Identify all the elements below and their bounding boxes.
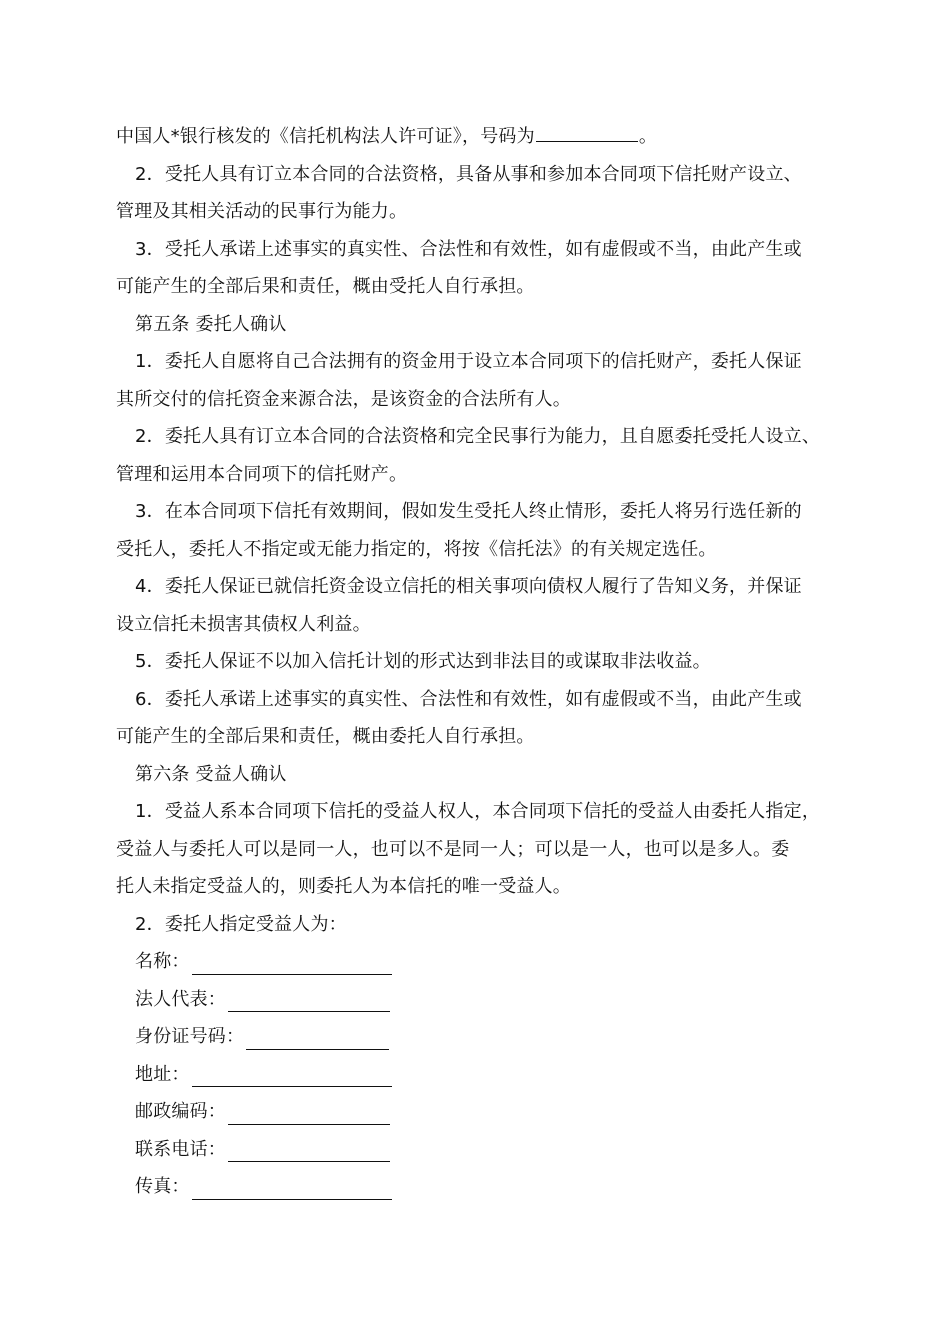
field-fax: [116, 1168, 856, 1206]
text-line-3: 管理及其相关活动的民事行为能力。: [116, 201, 408, 222]
field-id-number-blank[interactable]: [246, 1027, 389, 1050]
field-phone-blank[interactable]: [228, 1139, 390, 1162]
field-address-blank[interactable]: [192, 1064, 392, 1087]
text-line-8: 其所交付的信托资金来源合法，是该资金的合法所有人。: [116, 388, 571, 410]
license-text: 中国人*银行核发的《信托机构法人许可证》，号码为: [116, 126, 535, 147]
section-heading-5: 第五条 委托人确认: [135, 313, 287, 335]
field-postcode-blank[interactable]: [228, 1102, 390, 1125]
field-fax-blank[interactable]: [192, 1177, 392, 1200]
text-line-10: 管理和运用本合同项下的信托财产。: [116, 463, 408, 485]
field-legal-rep: [116, 981, 856, 1019]
text-line-9: 2．委托人具有订立本合同的合法资格和完全民事行为能力，且自愿委托受托人设立、: [135, 426, 821, 447]
text-line-17: 可能产生的全部后果和责任，概由委托人自行承担。: [116, 726, 535, 747]
field-name-blank[interactable]: [192, 952, 392, 975]
field-id-number: [116, 1018, 856, 1056]
license-number-blank: [536, 123, 638, 142]
document-body: [116, 118, 856, 1206]
field-address: [116, 1056, 856, 1094]
field-phone: [116, 1131, 856, 1169]
text-line-4: 3．受托人承诺上述事实的真实性、合法性和有效性，如有虚假或不当，由此产生或: [135, 238, 802, 260]
field-legal-rep-blank[interactable]: [228, 989, 390, 1012]
field-address-label: 地址：: [135, 1063, 190, 1085]
text-line-2: 2．受托人具有订立本合同的合法资格，具备从事和参加本合同项下信托财产设立、: [135, 163, 802, 185]
text-line-12: 受托人，委托人不指定或无能力指定的，将按《信托法》的有关规定选任。: [116, 538, 717, 560]
license-text-end: 。: [638, 126, 658, 147]
field-fax-label: 传真：: [135, 1176, 190, 1197]
text-line-13: 4．委托人保证已就信托资金设立信托的相关事项向债权人履行了告知义务，并保证: [135, 576, 802, 597]
field-legal-rep-label: 法人代表：: [135, 988, 226, 1010]
text-line-22: 2．委托人指定受益人为：: [135, 913, 347, 935]
field-name: [116, 943, 856, 981]
section-heading-6: 第六条 受益人确认: [135, 763, 287, 785]
field-phone-label: 联系电话：: [135, 1138, 226, 1160]
text-line-11: 3．在本合同项下信托有效期间，假如发生受托人终止情形，委托人将另行选任新的: [135, 501, 802, 522]
text-line-21: 托人未指定受益人的，则委托人为本信托的唯一受益人。: [116, 876, 571, 897]
field-postcode-label: 邮政编码：: [135, 1101, 226, 1122]
text-line-20: 受益人与委托人可以是同一人，也可以不是同一人；可以是一人，也可以是多人。委: [116, 838, 790, 860]
field-id-number-label: 身份证号码：: [135, 1026, 245, 1047]
text-line-16: 6．委托人承诺上述事实的真实性、合法性和有效性，如有虚假或不当，由此产生或: [135, 688, 802, 710]
text-line-14: 设立信托未损害其债权人利益。: [116, 613, 371, 635]
field-name-label: 名称：: [135, 951, 190, 972]
text-line-19: 1．受益人系本合同项下信托的受益人权人，本合同项下信托的受益人由委托人指定，: [135, 801, 821, 822]
field-postcode: [116, 1093, 856, 1131]
text-line-7: 1．委托人自愿将自己合法拥有的资金用于设立本合同项下的信托财产，委托人保证: [135, 351, 802, 372]
text-line-5: 可能产生的全部后果和责任，概由受托人自行承担。: [116, 276, 535, 297]
text-line-15: 5．委托人保证不以加入信托计划的形式达到非法目的或谋取非法收益。: [135, 651, 711, 672]
text-line-1: [116, 118, 856, 156]
